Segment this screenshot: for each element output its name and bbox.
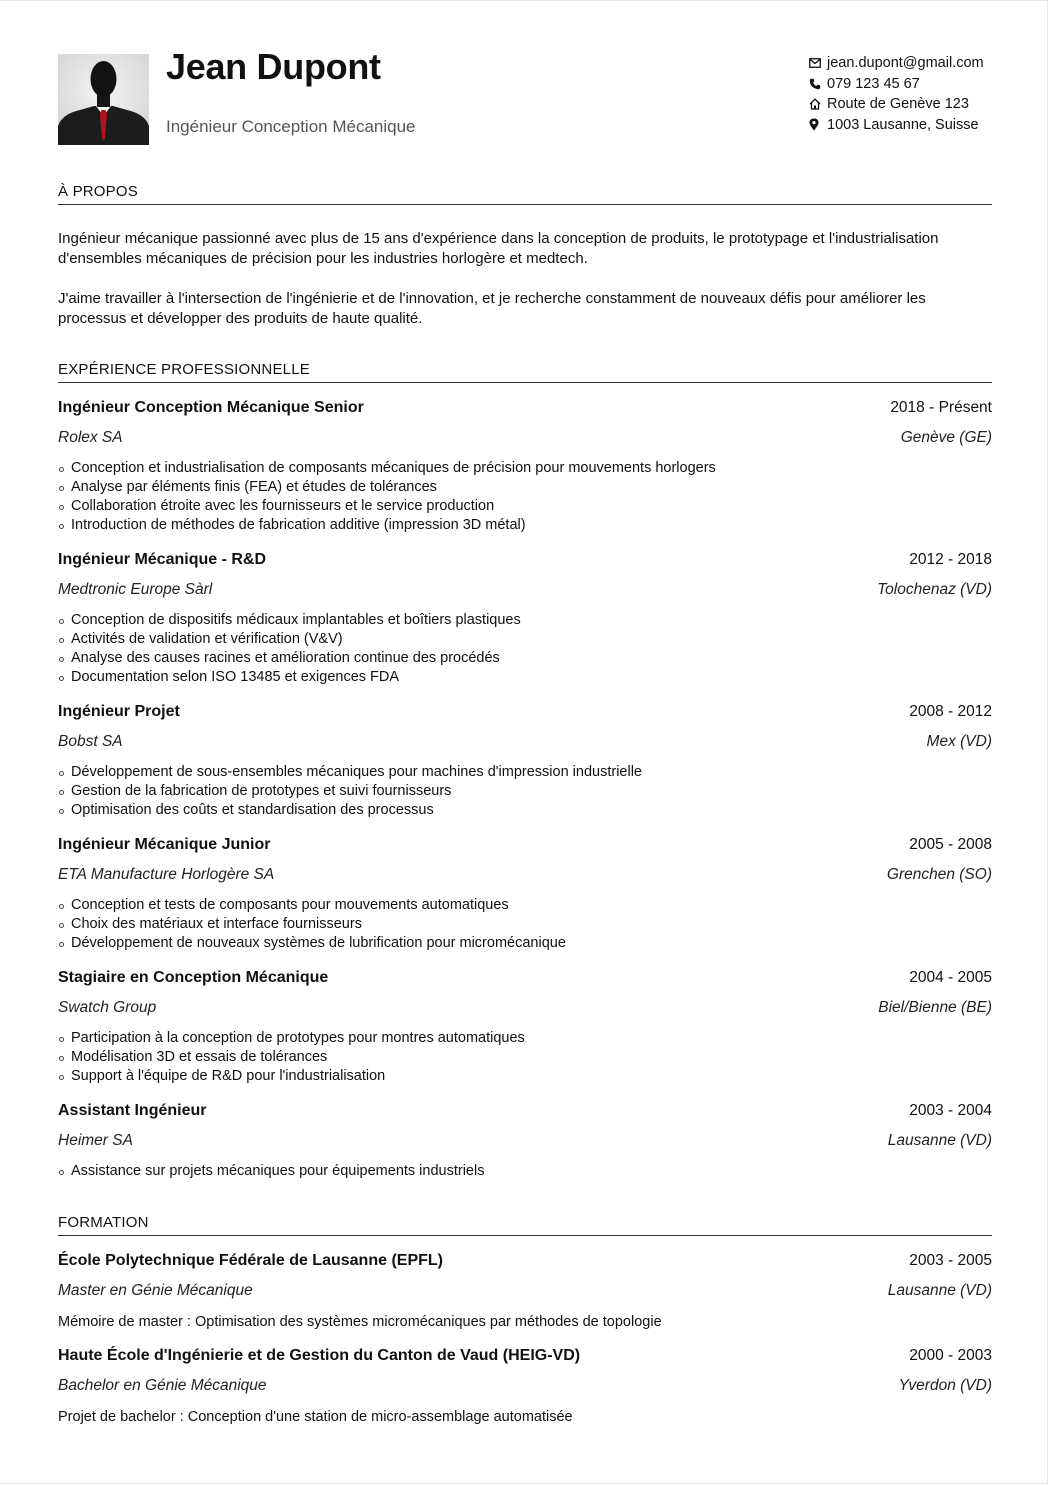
bullet-item: Introduction de méthodes de fabrication additive (impression 3D métal) [58, 516, 992, 535]
experience-entry [58, 968, 992, 1086]
education-dates: 2003 - 2005 [909, 1252, 992, 1269]
phone-icon [809, 78, 827, 90]
experience-bullets [58, 1162, 992, 1181]
bullet-item: Activités de validation et vérification (V&V) [58, 630, 992, 649]
experience-entry [58, 398, 992, 535]
experience-bullets [58, 896, 992, 953]
experience-entry [58, 1101, 992, 1181]
experience-company: Swatch Group [58, 999, 157, 1016]
person-silhouette-icon [58, 54, 149, 145]
experience-role: Stagiaire en Conception Mécanique [58, 969, 329, 986]
bullet-item: Analyse par éléments finis (FEA) et études de tolérances [58, 478, 992, 497]
envelope-icon [809, 58, 827, 68]
bullet-item: Modélisation 3D et essais de tolérances [58, 1048, 992, 1067]
experience-company: Rolex SA [58, 429, 123, 446]
experience-company: ETA Manufacture Horlogère SA [58, 866, 275, 883]
about-section [58, 229, 998, 349]
bullet-item: Optimisation des coûts et standardisation des processus [58, 801, 992, 820]
education-entry [58, 1346, 992, 1427]
profile-photo [58, 54, 149, 145]
education-location: Yverdon (VD) [898, 1377, 992, 1394]
home-icon [809, 98, 827, 110]
experience-entry [58, 702, 992, 820]
experience-dates: 2003 - 2004 [909, 1102, 992, 1119]
experience-location: Genève (GE) [900, 429, 992, 446]
bullet-item: Assistance sur projets mécaniques pour équipements industriels [58, 1162, 992, 1181]
contact-city: 1003 Lausanne, Suisse [827, 116, 979, 133]
bullet-item: Développement de nouveaux systèmes de lubrification pour micromécanique [58, 934, 992, 953]
experience-dates: 2005 - 2008 [909, 836, 992, 853]
experience-location: Mex (VD) [926, 733, 992, 750]
education-description: Projet de bachelor : Conception d'une station de micro-assemblage automatisée [58, 1409, 573, 1425]
section-title-experience: EXPÉRIENCE PROFESSIONNELLE [58, 361, 992, 383]
contact-email[interactable]: jean.dupont@gmail.com [827, 55, 984, 71]
experience-location: Tolochenaz (VD) [877, 581, 992, 598]
bullet-item: Conception et industrialisation de composants mécaniques de précision pour mouvements horlogers [58, 459, 992, 478]
experience-role: Ingénieur Mécanique Junior [58, 836, 271, 853]
education-dates: 2000 - 2003 [909, 1347, 992, 1364]
bullet-item: Gestion de la fabrication de prototypes et suivi fournisseurs [58, 782, 992, 801]
experience-bullets [58, 611, 992, 687]
contact-phone: 079 123 45 67 [827, 75, 920, 92]
education-entry [58, 1251, 992, 1332]
education-degree: Bachelor en Génie Mécanique [58, 1377, 267, 1394]
contact-phone-row [809, 74, 984, 95]
candidate-name: Jean Dupont [166, 46, 381, 87]
contact-street-row [809, 94, 984, 115]
contact-block [809, 53, 984, 135]
bullet-item: Participation à la conception de prototypes pour montres automatiques [58, 1029, 992, 1048]
experience-role: Ingénieur Projet [58, 703, 180, 720]
about-paragraph: Ingénieur mécanique passionné avec plus de 15 ans d'expérience dans la conception de produits, le prototypage et l'industrialisation d'ensembles mécaniques de précision pour les industries horlogère et medtech. [58, 230, 939, 267]
education-degree: Master en Génie Mécanique [58, 1282, 253, 1299]
map-pin-icon [809, 118, 827, 131]
experience-company: Heimer SA [58, 1132, 133, 1149]
bullet-item: Analyse des causes racines et amélioration continue des procédés [58, 649, 992, 668]
education-school: École Polytechnique Fédérale de Lausanne (EPFL) [58, 1252, 443, 1269]
about-paragraph: J'aime travailler à l'intersection de l'ingénierie et de l'innovation, et je recherche constamment de nouveaux défis pour améliorer les processus et développer des produits de haute qualité. [58, 290, 926, 327]
education-description: Mémoire de master : Optimisation des systèmes micromécaniques par méthodes de topologie [58, 1314, 662, 1330]
bullet-item: Choix des matériaux et interface fournisseurs [58, 915, 992, 934]
experience-dates: 2018 - Présent [890, 399, 992, 416]
experience-dates: 2012 - 2018 [909, 551, 992, 568]
bullet-item: Documentation selon ISO 13485 et exigences FDA [58, 668, 992, 687]
experience-location: Lausanne (VD) [887, 1132, 992, 1149]
experience-bullets [58, 1029, 992, 1086]
bullet-item: Support à l'équipe de R&D pour l'industrialisation [58, 1067, 992, 1086]
experience-company: Bobst SA [58, 733, 123, 750]
section-title-about: À PROPOS [58, 183, 992, 205]
experience-bullets [58, 763, 992, 820]
experience-role: Assistant Ingénieur [58, 1102, 207, 1119]
bullet-item: Développement de sous-ensembles mécaniques pour machines d'impression industrielle [58, 763, 992, 782]
section-title-education: FORMATION [58, 1214, 992, 1236]
experience-dates: 2004 - 2005 [909, 969, 992, 986]
education-school: Haute École d'Ingénierie et de Gestion du Canton de Vaud (HEIG-VD) [58, 1347, 581, 1364]
experience-entry [58, 835, 992, 953]
experience-company: Medtronic Europe Sàrl [58, 581, 213, 598]
experience-dates: 2008 - 2012 [909, 703, 992, 720]
experience-location: Biel/Bienne (BE) [878, 999, 992, 1016]
experience-role: Ingénieur Mécanique - R&D [58, 551, 267, 568]
bullet-item: Conception de dispositifs médicaux implantables et boîtiers plastiques [58, 611, 992, 630]
education-location: Lausanne (VD) [887, 1282, 992, 1299]
bullet-item: Conception et tests de composants pour mouvements automatiques [58, 896, 992, 915]
experience-entry [58, 550, 992, 687]
contact-email-row[interactable] [809, 53, 984, 74]
contact-city-row [809, 115, 984, 136]
candidate-title: Ingénieur Conception Mécanique [166, 117, 416, 136]
experience-location: Grenchen (SO) [886, 866, 992, 883]
experience-role: Ingénieur Conception Mécanique Senior [58, 399, 364, 416]
experience-bullets [58, 459, 992, 535]
bullet-item: Collaboration étroite avec les fournisseurs et le service production [58, 497, 992, 516]
contact-street: Route de Genève 123 [827, 96, 969, 112]
